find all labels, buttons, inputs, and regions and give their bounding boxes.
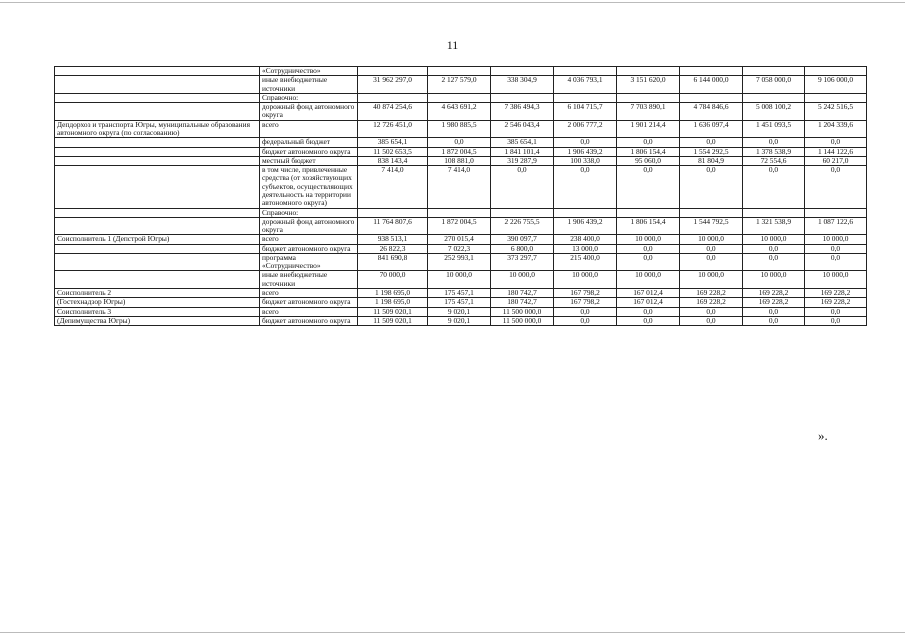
amount-cell: 0,0 <box>554 316 617 325</box>
amount-cell: 10 000,0 <box>805 271 867 289</box>
amount-cell: 169 228,2 <box>680 298 743 307</box>
amount-cell <box>617 208 680 217</box>
amount-cell: 1 378 538,9 <box>743 147 805 156</box>
funding-source-cell: бюджет автономного округа <box>260 147 358 156</box>
amount-cell: 0,0 <box>680 138 743 147</box>
amount-cell: 0,0 <box>743 138 805 147</box>
amount-cell: 5 008 100,2 <box>743 103 805 121</box>
amount-cell: 0,0 <box>805 253 867 271</box>
amount-cell: 1 872 004,5 <box>428 147 491 156</box>
table-row <box>55 166 867 208</box>
amount-cell: 169 228,2 <box>805 298 867 307</box>
amount-cell: 10 000,0 <box>617 235 680 244</box>
table-row <box>55 138 867 147</box>
table-row <box>55 271 867 289</box>
amount-cell: 0,0 <box>680 316 743 325</box>
amount-cell: 7 022,3 <box>428 244 491 253</box>
amount-cell: 1 087 122,6 <box>805 217 867 235</box>
responsible-cell: (Гостехнадзор Югры) <box>55 298 260 307</box>
amount-cell: 9 020,1 <box>428 307 491 316</box>
funding-source-cell: бюджет автономного округа <box>260 298 358 307</box>
amount-cell: 1 544 792,5 <box>680 217 743 235</box>
amount-cell: 180 742,7 <box>491 289 554 298</box>
amount-cell: 11 500 000,0 <box>491 307 554 316</box>
amount-cell: 169 228,2 <box>680 289 743 298</box>
amount-cell: 6 144 000,0 <box>680 76 743 94</box>
amount-cell: 2 006 777,2 <box>554 120 617 138</box>
amount-cell: 0,0 <box>617 166 680 208</box>
amount-cell: 4 784 846,6 <box>680 103 743 121</box>
amount-cell: 1 906 439,2 <box>554 217 617 235</box>
amount-cell: 13 000,0 <box>554 244 617 253</box>
amount-cell: 9 020,1 <box>428 316 491 325</box>
responsible-cell <box>55 217 260 235</box>
amount-cell: 1 198 695,0 <box>358 298 428 307</box>
amount-cell: 10 000,0 <box>554 271 617 289</box>
funding-source-cell: дорожный фонд автономного округа <box>260 103 358 121</box>
amount-cell: 938 513,1 <box>358 235 428 244</box>
table-row <box>55 298 867 307</box>
amount-cell: 167 798,2 <box>554 298 617 307</box>
amount-cell: 1 204 339,6 <box>805 120 867 138</box>
amount-cell: 6 800,0 <box>491 244 554 253</box>
amount-cell: 11 509 020,1 <box>358 307 428 316</box>
amount-cell: 6 104 715,7 <box>554 103 617 121</box>
amount-cell: 1 980 885,5 <box>428 120 491 138</box>
table-row <box>55 253 867 271</box>
amount-cell: 319 287,9 <box>491 156 554 165</box>
amount-cell: 9 106 000,0 <box>805 76 867 94</box>
amount-cell: 167 012,4 <box>617 298 680 307</box>
responsible-cell <box>55 67 260 76</box>
amount-cell: 10 000,0 <box>805 235 867 244</box>
amount-cell: 3 151 620,0 <box>617 76 680 94</box>
amount-cell: 7 414,0 <box>358 166 428 208</box>
table-row <box>55 307 867 316</box>
responsible-cell: (Депимущества Югры) <box>55 316 260 325</box>
amount-cell: 1 198 695,0 <box>358 289 428 298</box>
amount-cell: 72 554,6 <box>743 156 805 165</box>
amount-cell: 81 804,9 <box>680 156 743 165</box>
amount-cell: 0,0 <box>743 307 805 316</box>
responsible-cell <box>55 147 260 156</box>
amount-cell: 0,0 <box>680 307 743 316</box>
amount-cell: 0,0 <box>680 244 743 253</box>
amount-cell <box>805 208 867 217</box>
amount-cell: 60 217,0 <box>805 156 867 165</box>
funding-source-cell: Справочно: <box>260 93 358 102</box>
responsible-cell: Депдорхоз и транспорта Югры, муниципальные образования автономного округа (по согласованию) <box>55 120 260 138</box>
funding-source-cell: местный бюджет <box>260 156 358 165</box>
responsible-cell <box>55 76 260 94</box>
responsible-cell <box>55 138 260 147</box>
amount-cell: 10 000,0 <box>680 271 743 289</box>
amount-cell: 0,0 <box>554 138 617 147</box>
funding-source-cell: бюджет автономного округа <box>260 244 358 253</box>
amount-cell: 167 798,2 <box>554 289 617 298</box>
amount-cell: 0,0 <box>491 166 554 208</box>
amount-cell <box>554 208 617 217</box>
amount-cell: 40 874 254,6 <box>358 103 428 121</box>
responsible-cell <box>55 271 260 289</box>
funding-source-cell: всего <box>260 307 358 316</box>
amount-cell: 70 000,0 <box>358 271 428 289</box>
amount-cell: 0,0 <box>554 166 617 208</box>
amount-cell: 0,0 <box>617 307 680 316</box>
amount-cell: 270 015,4 <box>428 235 491 244</box>
amount-cell: 175 457,1 <box>428 298 491 307</box>
amount-cell: 1 806 154,4 <box>617 217 680 235</box>
table-row <box>55 235 867 244</box>
amount-cell: 0,0 <box>805 307 867 316</box>
table-row <box>55 103 867 121</box>
amount-cell <box>358 208 428 217</box>
amount-cell: 12 726 451,0 <box>358 120 428 138</box>
amount-cell: 385 654,1 <box>358 138 428 147</box>
funding-source-cell: «Сотрудничество» <box>260 67 358 76</box>
amount-cell: 108 881,0 <box>428 156 491 165</box>
table-row <box>55 147 867 156</box>
responsible-cell <box>55 166 260 208</box>
amount-cell: 2 127 579,0 <box>428 76 491 94</box>
responsible-cell <box>55 103 260 121</box>
amount-cell: 167 012,4 <box>617 289 680 298</box>
amount-cell: 0,0 <box>805 244 867 253</box>
amount-cell: 1 906 439,2 <box>554 147 617 156</box>
funding-source-cell: всего <box>260 289 358 298</box>
amount-cell: 0,0 <box>743 253 805 271</box>
amount-cell: 7 414,0 <box>428 166 491 208</box>
responsible-cell: Соисполнитель 1 (Депстрой Югры) <box>55 235 260 244</box>
amount-cell: 1 451 093,5 <box>743 120 805 138</box>
amount-cell: 385 654,1 <box>491 138 554 147</box>
amount-cell: 1 144 122,6 <box>805 147 867 156</box>
amount-cell: 0,0 <box>617 253 680 271</box>
funding-source-cell: федеральный бюджет <box>260 138 358 147</box>
amount-cell: 1 806 154,4 <box>617 147 680 156</box>
amount-cell: 0,0 <box>805 138 867 147</box>
amount-cell: 0,0 <box>428 138 491 147</box>
amount-cell: 10 000,0 <box>617 271 680 289</box>
scan-edge-bottom <box>0 632 905 633</box>
amount-cell: 169 228,2 <box>743 289 805 298</box>
amount-cell: 1 554 292,5 <box>680 147 743 156</box>
amount-cell: 7 058 000,0 <box>743 76 805 94</box>
table-body <box>55 67 867 326</box>
amount-cell: 10 000,0 <box>743 235 805 244</box>
amount-cell: 0,0 <box>680 166 743 208</box>
amount-cell: 2 226 755,5 <box>491 217 554 235</box>
amount-cell: 0,0 <box>743 166 805 208</box>
responsible-cell <box>55 244 260 253</box>
responsible-cell <box>55 156 260 165</box>
amount-cell: 10 000,0 <box>680 235 743 244</box>
amount-cell: 11 500 000,0 <box>491 316 554 325</box>
amount-cell: 238 400,0 <box>554 235 617 244</box>
amount-cell: 0,0 <box>805 166 867 208</box>
table-row <box>55 208 867 217</box>
amount-cell: 1 872 004,5 <box>428 217 491 235</box>
amount-cell: 1 841 101,4 <box>491 147 554 156</box>
amount-cell: 215 400,0 <box>554 253 617 271</box>
funding-source-cell: иные внебюджетные источники <box>260 271 358 289</box>
funding-source-cell: всего <box>260 120 358 138</box>
responsible-cell <box>55 93 260 102</box>
amount-cell: 169 228,2 <box>805 289 867 298</box>
amount-cell: 1 321 538,9 <box>743 217 805 235</box>
table-row <box>55 217 867 235</box>
amount-cell: 5 242 516,5 <box>805 103 867 121</box>
responsible-cell <box>55 253 260 271</box>
amount-cell: 180 742,7 <box>491 298 554 307</box>
closing-quote: ». <box>818 428 828 443</box>
amount-cell: 0,0 <box>617 244 680 253</box>
amount-cell: 841 690,8 <box>358 253 428 271</box>
amount-cell: 1 636 097,4 <box>680 120 743 138</box>
funding-source-cell: бюджет автономного округа <box>260 316 358 325</box>
responsible-cell: Соисполнитель 2 <box>55 289 260 298</box>
amount-cell <box>680 208 743 217</box>
funding-source-cell: всего <box>260 235 358 244</box>
amount-cell: 0,0 <box>554 307 617 316</box>
amount-cell: 373 297,7 <box>491 253 554 271</box>
table-row <box>55 120 867 138</box>
funding-source-cell: программа «Сотрудничество» <box>260 253 358 271</box>
amount-cell: 31 962 297,0 <box>358 76 428 94</box>
amount-cell: 7 386 494,3 <box>491 103 554 121</box>
table-row <box>55 244 867 253</box>
amount-cell: 252 993,1 <box>428 253 491 271</box>
amount-cell: 0,0 <box>805 316 867 325</box>
amount-cell: 0,0 <box>743 316 805 325</box>
funding-source-cell: дорожный фонд автономного округа <box>260 217 358 235</box>
amount-cell: 100 338,0 <box>554 156 617 165</box>
amount-cell <box>428 208 491 217</box>
amount-cell: 390 097,7 <box>491 235 554 244</box>
amount-cell: 11 509 020,1 <box>358 316 428 325</box>
amount-cell: 0,0 <box>680 253 743 271</box>
amount-cell: 1 901 214,4 <box>617 120 680 138</box>
amount-cell: 175 457,1 <box>428 289 491 298</box>
amount-cell <box>743 208 805 217</box>
amount-cell: 2 546 043,4 <box>491 120 554 138</box>
amount-cell: 10 000,0 <box>743 271 805 289</box>
amount-cell: 4 643 691,2 <box>428 103 491 121</box>
page-number: 11 <box>446 38 459 52</box>
responsible-cell <box>55 208 260 217</box>
amount-cell: 4 036 793,1 <box>554 76 617 94</box>
amount-cell: 10 000,0 <box>491 271 554 289</box>
funding-source-cell: иные внебюджетные источники <box>260 76 358 94</box>
amount-cell: 10 000,0 <box>428 271 491 289</box>
amount-cell <box>491 208 554 217</box>
amount-cell: 95 060,0 <box>617 156 680 165</box>
amount-cell: 838 143,4 <box>358 156 428 165</box>
amount-cell: 338 304,9 <box>491 76 554 94</box>
amount-cell: 0,0 <box>743 244 805 253</box>
amount-cell: 11 764 807,6 <box>358 217 428 235</box>
amount-cell: 7 703 890,1 <box>617 103 680 121</box>
budget-table <box>54 66 867 326</box>
amount-cell: 0,0 <box>617 316 680 325</box>
funding-source-cell: в том числе, привлеченные средства (от хозяйствующих субъектов, осуществляющих деятельность на территории автономного округа) <box>260 166 358 208</box>
amount-cell: 26 822,3 <box>358 244 428 253</box>
funding-source-cell: Справочно: <box>260 208 358 217</box>
amount-cell: 11 502 653,5 <box>358 147 428 156</box>
amount-cell: 169 228,2 <box>743 298 805 307</box>
table-row <box>55 316 867 325</box>
responsible-cell: Соисполнитель 3 <box>55 307 260 316</box>
table-row <box>55 76 867 94</box>
amount-cell: 0,0 <box>617 138 680 147</box>
scan-edge-top <box>0 2 905 3</box>
